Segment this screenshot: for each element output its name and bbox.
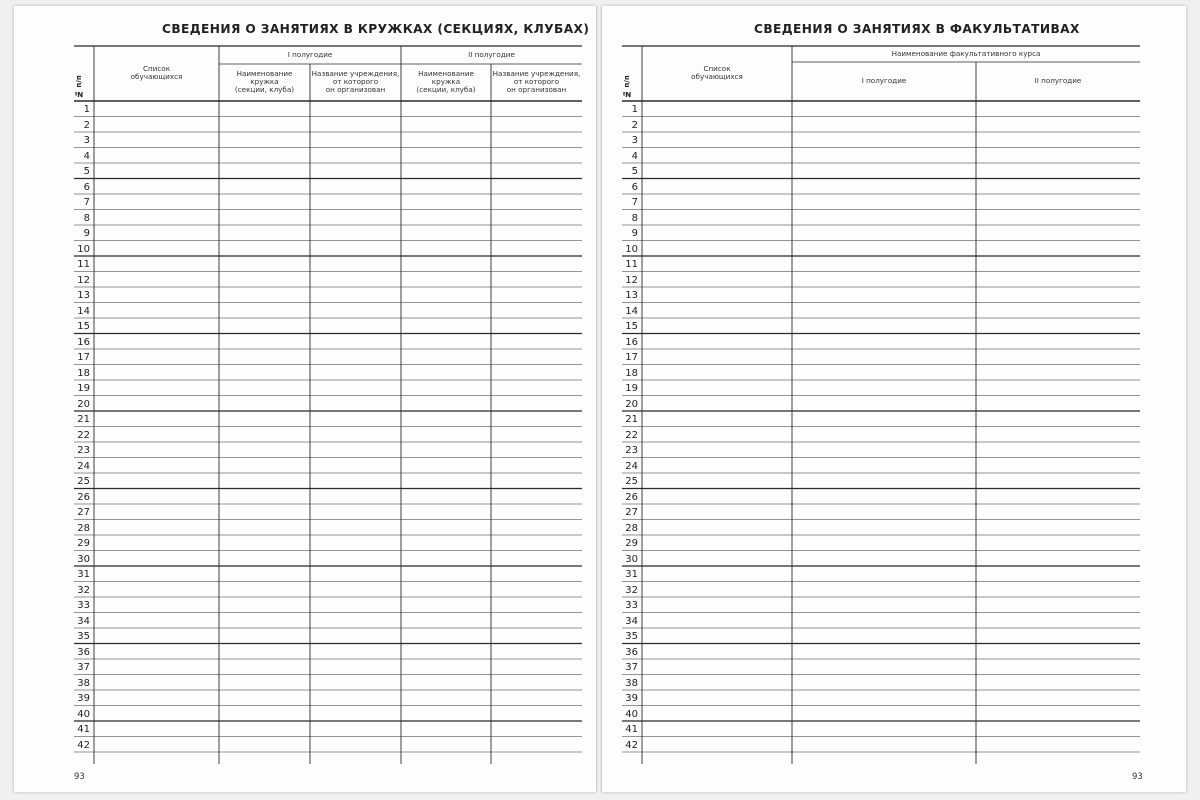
row-number: 9: [83, 228, 90, 239]
column-header-institution-1: Название учреждения, от которого он организован: [311, 69, 400, 94]
row-number: 33: [77, 600, 90, 611]
row-number: 32: [625, 584, 638, 596]
row-number: 6: [631, 181, 638, 193]
row-number: 22: [77, 429, 90, 441]
row-number: 18: [625, 367, 638, 379]
row-number: 3: [631, 135, 638, 146]
row-number: 27: [625, 507, 638, 518]
row-number: 9: [631, 228, 638, 239]
row-number: 5: [631, 166, 638, 177]
row-number: 37: [625, 662, 638, 673]
row-number: 21: [625, 414, 638, 425]
row-number: 7: [83, 197, 90, 208]
left-page: [14, 6, 596, 792]
row-number: 7: [631, 197, 638, 208]
row-number: 18: [77, 367, 90, 379]
row-number: 29: [625, 538, 638, 549]
column-header-number: № п/п: [623, 75, 631, 99]
row-number: 35: [625, 631, 638, 642]
row-number: 1: [83, 104, 90, 115]
column-header-half1: I полугодие: [287, 50, 333, 59]
row-number: 14: [625, 305, 638, 317]
row-number: 34: [625, 615, 638, 627]
row-number: 29: [77, 538, 90, 549]
row-number: 31: [77, 569, 90, 580]
row-number: 31: [625, 569, 638, 580]
row-number: 26: [625, 491, 638, 503]
row-number: 13: [77, 290, 90, 301]
row-number: 41: [77, 724, 90, 735]
row-number: 25: [77, 476, 90, 487]
row-number: 39: [625, 693, 638, 704]
row-number: 8: [83, 212, 90, 224]
column-header-course-name: Наименование факультативного курса: [891, 49, 1041, 58]
page-number: 93: [1132, 772, 1143, 782]
row-number: 28: [625, 522, 638, 534]
column-header-half1: I полугодие: [861, 76, 907, 85]
column-header-half2: II полугодие: [468, 50, 515, 59]
right-page: [602, 6, 1186, 792]
row-number: 23: [77, 445, 90, 456]
row-number: 41: [625, 724, 638, 735]
row-number: 5: [83, 166, 90, 177]
row-number: 17: [625, 352, 638, 363]
row-number: 10: [77, 243, 90, 255]
row-number: 36: [625, 646, 638, 658]
page-title: СВЕДЕНИЯ О ЗАНЯТИЯХ В КРУЖКАХ (СЕКЦИЯХ, КЛУБАХ): [162, 22, 590, 36]
row-number: 15: [77, 321, 90, 332]
column-header-institution-2: Название учреждения, от которого он организован: [492, 69, 581, 94]
row-number: 20: [77, 398, 90, 410]
row-number: 15: [625, 321, 638, 332]
row-number: 42: [77, 739, 90, 751]
row-number: 4: [631, 150, 638, 162]
row-number: 40: [77, 708, 90, 720]
row-number: 40: [625, 708, 638, 720]
row-number: 11: [625, 259, 638, 270]
row-number: 30: [77, 553, 90, 565]
row-number: 17: [77, 352, 90, 363]
row-number: 24: [77, 460, 90, 472]
row-number: 42: [625, 739, 638, 751]
row-number: 2: [631, 119, 638, 131]
row-number: 22: [625, 429, 638, 441]
row-number: 13: [625, 290, 638, 301]
electives-table-lines: [622, 46, 1140, 766]
row-number: 1: [631, 104, 638, 115]
row-number: 12: [625, 274, 638, 286]
row-number: 19: [625, 383, 638, 394]
row-number: 32: [77, 584, 90, 596]
row-number: 33: [625, 600, 638, 611]
row-number: 36: [77, 646, 90, 658]
column-header-students: Список обучающихся: [691, 64, 743, 81]
row-number: 26: [77, 491, 90, 503]
row-number: 30: [625, 553, 638, 565]
row-number: 24: [625, 460, 638, 472]
row-number: 35: [77, 631, 90, 642]
page-title: СВЕДЕНИЯ О ЗАНЯТИЯХ В ФАКУЛЬТАТИВАХ: [754, 22, 1080, 36]
row-number: 11: [77, 259, 90, 270]
row-number: 14: [77, 305, 90, 317]
row-number: 28: [77, 522, 90, 534]
row-number: 34: [77, 615, 90, 627]
page-number: 93: [74, 772, 85, 782]
row-number: 27: [77, 507, 90, 518]
column-header-club-2: Наименование кружка (секции, клуба): [416, 69, 476, 94]
row-number: 25: [625, 476, 638, 487]
column-header-number: № п/п: [75, 75, 83, 99]
row-number: 38: [625, 677, 638, 689]
row-number: 19: [77, 383, 90, 394]
column-header-half2: II полугодие: [1034, 76, 1082, 85]
row-number: 23: [625, 445, 638, 456]
row-number: 39: [77, 693, 90, 704]
row-number: 6: [83, 181, 90, 193]
clubs-table-lines: [74, 46, 582, 766]
row-number: 10: [625, 243, 638, 255]
row-number: 21: [77, 414, 90, 425]
row-number: 4: [83, 150, 90, 162]
row-number: 38: [77, 677, 90, 689]
row-number: 3: [83, 135, 90, 146]
row-number: 12: [77, 274, 90, 286]
column-header-students: Список обучающихся: [130, 64, 183, 81]
row-number: 16: [625, 336, 638, 348]
row-number: 2: [83, 119, 90, 131]
row-number: 16: [77, 336, 90, 348]
row-number: 20: [625, 398, 638, 410]
row-number: 8: [631, 212, 638, 224]
column-header-club-1: Наименование кружка (секции, клуба): [234, 69, 295, 94]
row-number: 37: [77, 662, 90, 673]
